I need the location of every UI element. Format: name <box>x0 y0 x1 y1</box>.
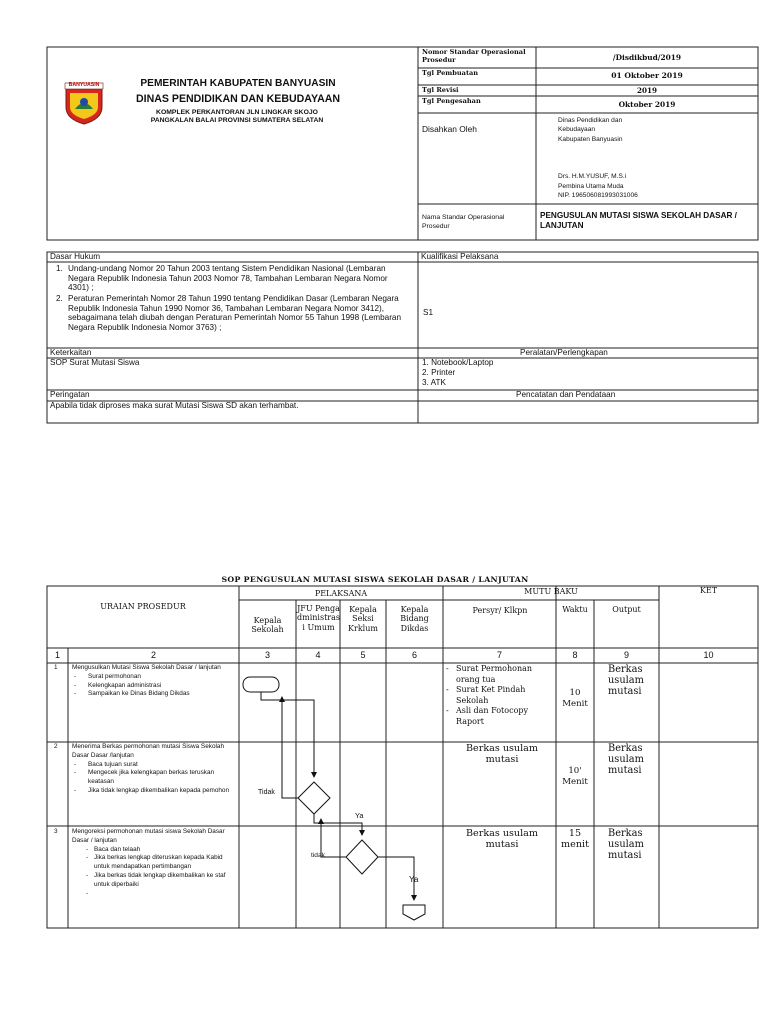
pejabat-rank: Pembina Utama Muda <box>558 183 624 190</box>
step-1-item: - Kelengkapan administrasi <box>72 682 236 691</box>
step-2-waktu: 10' Menit <box>562 766 588 787</box>
colnum-7: 7 <box>496 650 502 660</box>
flow-label-no-2: tidak <box>311 852 325 859</box>
nama-sop-label: Nama Standar Operasional Prosedur <box>422 214 505 230</box>
disahkan-label: Disahkan Oleh <box>422 124 477 134</box>
colnum-6: 6 <box>411 650 417 660</box>
pembuatan-value: 01 Oktober 2019 <box>611 71 683 80</box>
nomor-value: /Disdikbud/2019 <box>612 53 682 62</box>
step-1-output: Berkas usulam mutasi <box>608 664 644 697</box>
peralatan-item-3: 3. ATK <box>422 378 446 387</box>
dept-title: DINAS PENDIDIKAN DAN KEBUDAYAAN <box>135 93 341 105</box>
pengesahan-value: Oktober 2019 <box>618 100 676 109</box>
step-2-item: - Mengecek jika kelengkapan berkas teruskan keatasan <box>72 769 236 787</box>
step-3-output: Berkas usulam mutasi <box>608 828 644 861</box>
pencatatan-label: Pencatatan dan Pendataan <box>516 390 616 399</box>
colnum-9: 9 <box>623 650 629 660</box>
step-3-item: - Baca dan telaah <box>72 846 236 855</box>
step-3-title: Mengoreksi permohonan mutasi siswa Sekolah Dasar Dasar / lanjutan <box>72 828 225 844</box>
disahkan-line-1: Dinas Pendidikan dan <box>558 117 623 124</box>
step-1-number: 1 <box>54 664 58 671</box>
pengesahan-label: Tgl Pengesahan <box>422 97 481 105</box>
pembuatan-label: Tgl Pembuatan <box>422 69 479 77</box>
actor-jfu: JFU Pengadministrasi Umum <box>297 604 340 632</box>
persyaratan-item: - Surat Ket Pindah Sekolah <box>446 685 554 706</box>
actor-kabid-dikdas: Kepala Bidang Dikdas <box>400 605 429 633</box>
pejabat-nip: NIP. 196506081993031006 <box>558 192 638 199</box>
colnum-3: 3 <box>264 650 270 660</box>
colnum-4: 4 <box>315 650 321 660</box>
colnum-8: 8 <box>572 650 578 660</box>
peringatan-label: Peringatan <box>50 390 90 399</box>
revisi-value: 2019 <box>636 86 657 95</box>
keterkaitan-value: SOP Surat Mutasi Siswa <box>50 358 140 367</box>
logo-lettering: BANYUASIN <box>68 82 100 88</box>
check-decision-diamond <box>298 782 330 814</box>
disahkan-line-3: Kabupaten Banyuasin <box>558 136 623 143</box>
step-3-item: - Jika berkas tidak lengkap dikembalikan ke staf untuk diperbaiki <box>72 872 236 890</box>
step-3-persyaratan: Berkas usulam mutasi <box>466 828 538 850</box>
nomor-label: Nomor Standar Operasional Prosedur <box>422 48 526 64</box>
dasar-hukum-text-2: Peraturan Pemerintah Nomor 28 Tahun 1990 tentang Pendidikan Dasar (Lembaran Negara Republik Indonesia Tahun 1990 Nomor 36, Tambahan Lembaran Negara Nomor 3412), sebagaimana telah diubah dengan Peraturan Pemerintah Nomor 55 Tahun 1998 (Lembaran Negara Republik Indonesia Nomor 3763) ; <box>68 294 402 332</box>
dasar-hukum-item-1: 1. Undang-undang Nomor 20 Tahun 2003 tentang Sistem Pendidikan Nasional (Lembaran Negara Republik Indonesia Tahun 2003 Nomor 78, Tambahan Lembaran Negara Nomor 4301) ; <box>56 264 406 293</box>
kualifikasi-value: S1 <box>423 308 434 317</box>
head-ket: KET <box>699 586 718 595</box>
colnum-2: 2 <box>150 650 156 660</box>
actor-kepala-sekolah: Kepala Sekolah <box>251 616 284 635</box>
step-2-persyaratan: Berkas usulam mutasi <box>466 743 538 765</box>
head-uraian: URAIAN PROSEDUR <box>100 602 186 611</box>
sop-title: SOP PENGUSULAN MUTASI SISWA SEKOLAH DASAR / LANJUTAN <box>221 575 529 584</box>
step-2-title: Menerima Berkas permohonan mutasi Siswa Sekolah Dasar Dasar /lanjutan <box>72 743 225 759</box>
gov-title: PEMERINTAH KABUPATEN BANYUASIN <box>140 78 336 89</box>
mutu-persyaratan: Persyr/ Klkpn <box>472 606 528 615</box>
step-1-title: Mengusulkan Mutasi Siswa Sekolah Dasar / lanjutan <box>72 664 221 671</box>
head-pelaksana: PELAKSANA <box>314 589 368 598</box>
peralatan-item-1: 1. Notebook/Laptop <box>422 358 494 367</box>
step-1-item: - Surat permohonan <box>72 673 236 682</box>
offpage-connector <box>403 905 425 920</box>
pejabat-name: Drs. H.M.YUSUF, M.S.i <box>558 173 627 180</box>
address-line-2: PANGKALAN BALAI PROVINSI SUMATERA SELATAN <box>150 117 324 124</box>
colnum-10: 10 <box>703 650 714 660</box>
step-3-waktu: 15 menit <box>561 828 589 850</box>
address-line-1: KOMPLEK PERKANTORAN JLN LINGKAR SKOJO <box>156 109 318 116</box>
review-decision-diamond <box>346 840 378 874</box>
disahkan-line-2: Kebudayaan <box>558 126 596 133</box>
flow-label-yes-1: Ya <box>355 811 364 820</box>
dasar-hukum-label: Dasar Hukum <box>50 252 101 261</box>
keterkaitan-label: Keterkaitan <box>50 348 92 357</box>
flow-label-no-1: Tidak <box>258 789 275 796</box>
persyaratan-item: - Surat Permohonan orang tua <box>446 664 554 685</box>
flow-label-yes-2: Ya <box>409 875 419 884</box>
kualifikasi-label: Kualifikasi Pelaksana <box>421 252 499 261</box>
peringatan-value: Apabila tidak diproses maka surat Mutasi Siswa SD akan terhambat. <box>50 401 299 410</box>
step-1-item: - Sampaikan ke Dinas Bidang Dikdas <box>72 690 236 699</box>
persyaratan-item: - Asli dan Fotocopy Raport <box>446 706 554 727</box>
step-2-number: 2 <box>54 743 58 750</box>
step-2-output: Berkas usulam mutasi <box>608 743 644 776</box>
colnum-1: 1 <box>54 650 60 660</box>
mutu-output: Output <box>612 605 641 614</box>
colnum-5: 5 <box>360 650 366 660</box>
start-terminator <box>243 677 279 692</box>
step-3-number: 3 <box>54 828 58 835</box>
nama-sop-value: PENGUSULAN MUTASI SISWA SEKOLAH DASAR / LANJUTAN <box>540 211 737 230</box>
peralatan-label: Peralatan/Perlengkapan <box>520 348 608 357</box>
step-1-waktu: 10 Menit <box>562 688 588 709</box>
dasar-hukum-item-2: 2. Peraturan Pemerintah Nomor 28 Tahun 1990 tentang Pendidikan Dasar (Lembaran Negara Republik Indonesia Tahun 1990 Nomor 36, Tambahan Lembaran Negara Nomor 3412), sebagaimana telah diubah dengan Peraturan Pemerintah Nomor 55 Tahun 1998 (Lembaran Negara Republik Indonesia Nomor 3763) ; <box>56 294 406 332</box>
revisi-label: Tgl Revisi <box>422 86 459 94</box>
step-2-item: - Baca tujuan surat <box>72 761 236 770</box>
dasar-hukum-text-1: Undang-undang Nomor 20 Tahun 2003 tentang Sistem Pendidikan Nasional (Lembaran Negara Republik Indonesia Tahun 2003 Nomor 78, Tambahan Lembaran Negara Nomor 4301) ; <box>68 264 388 293</box>
step-3-item: - Jika berkas lengkap diteruskan kepada Kabid untuk mendapatkan pertimbangan <box>72 854 236 872</box>
head-mutu: MUTU BAKU <box>524 587 578 596</box>
actor-kasi-kurikulum: Kepala Seksi Krklum <box>348 605 378 633</box>
step-2-item: - Jika tidak lengkap dikembalikan kepada pemohon <box>72 787 236 796</box>
peralatan-item-2: 2. Printer <box>422 368 456 377</box>
mutu-waktu: Waktu <box>562 605 588 614</box>
